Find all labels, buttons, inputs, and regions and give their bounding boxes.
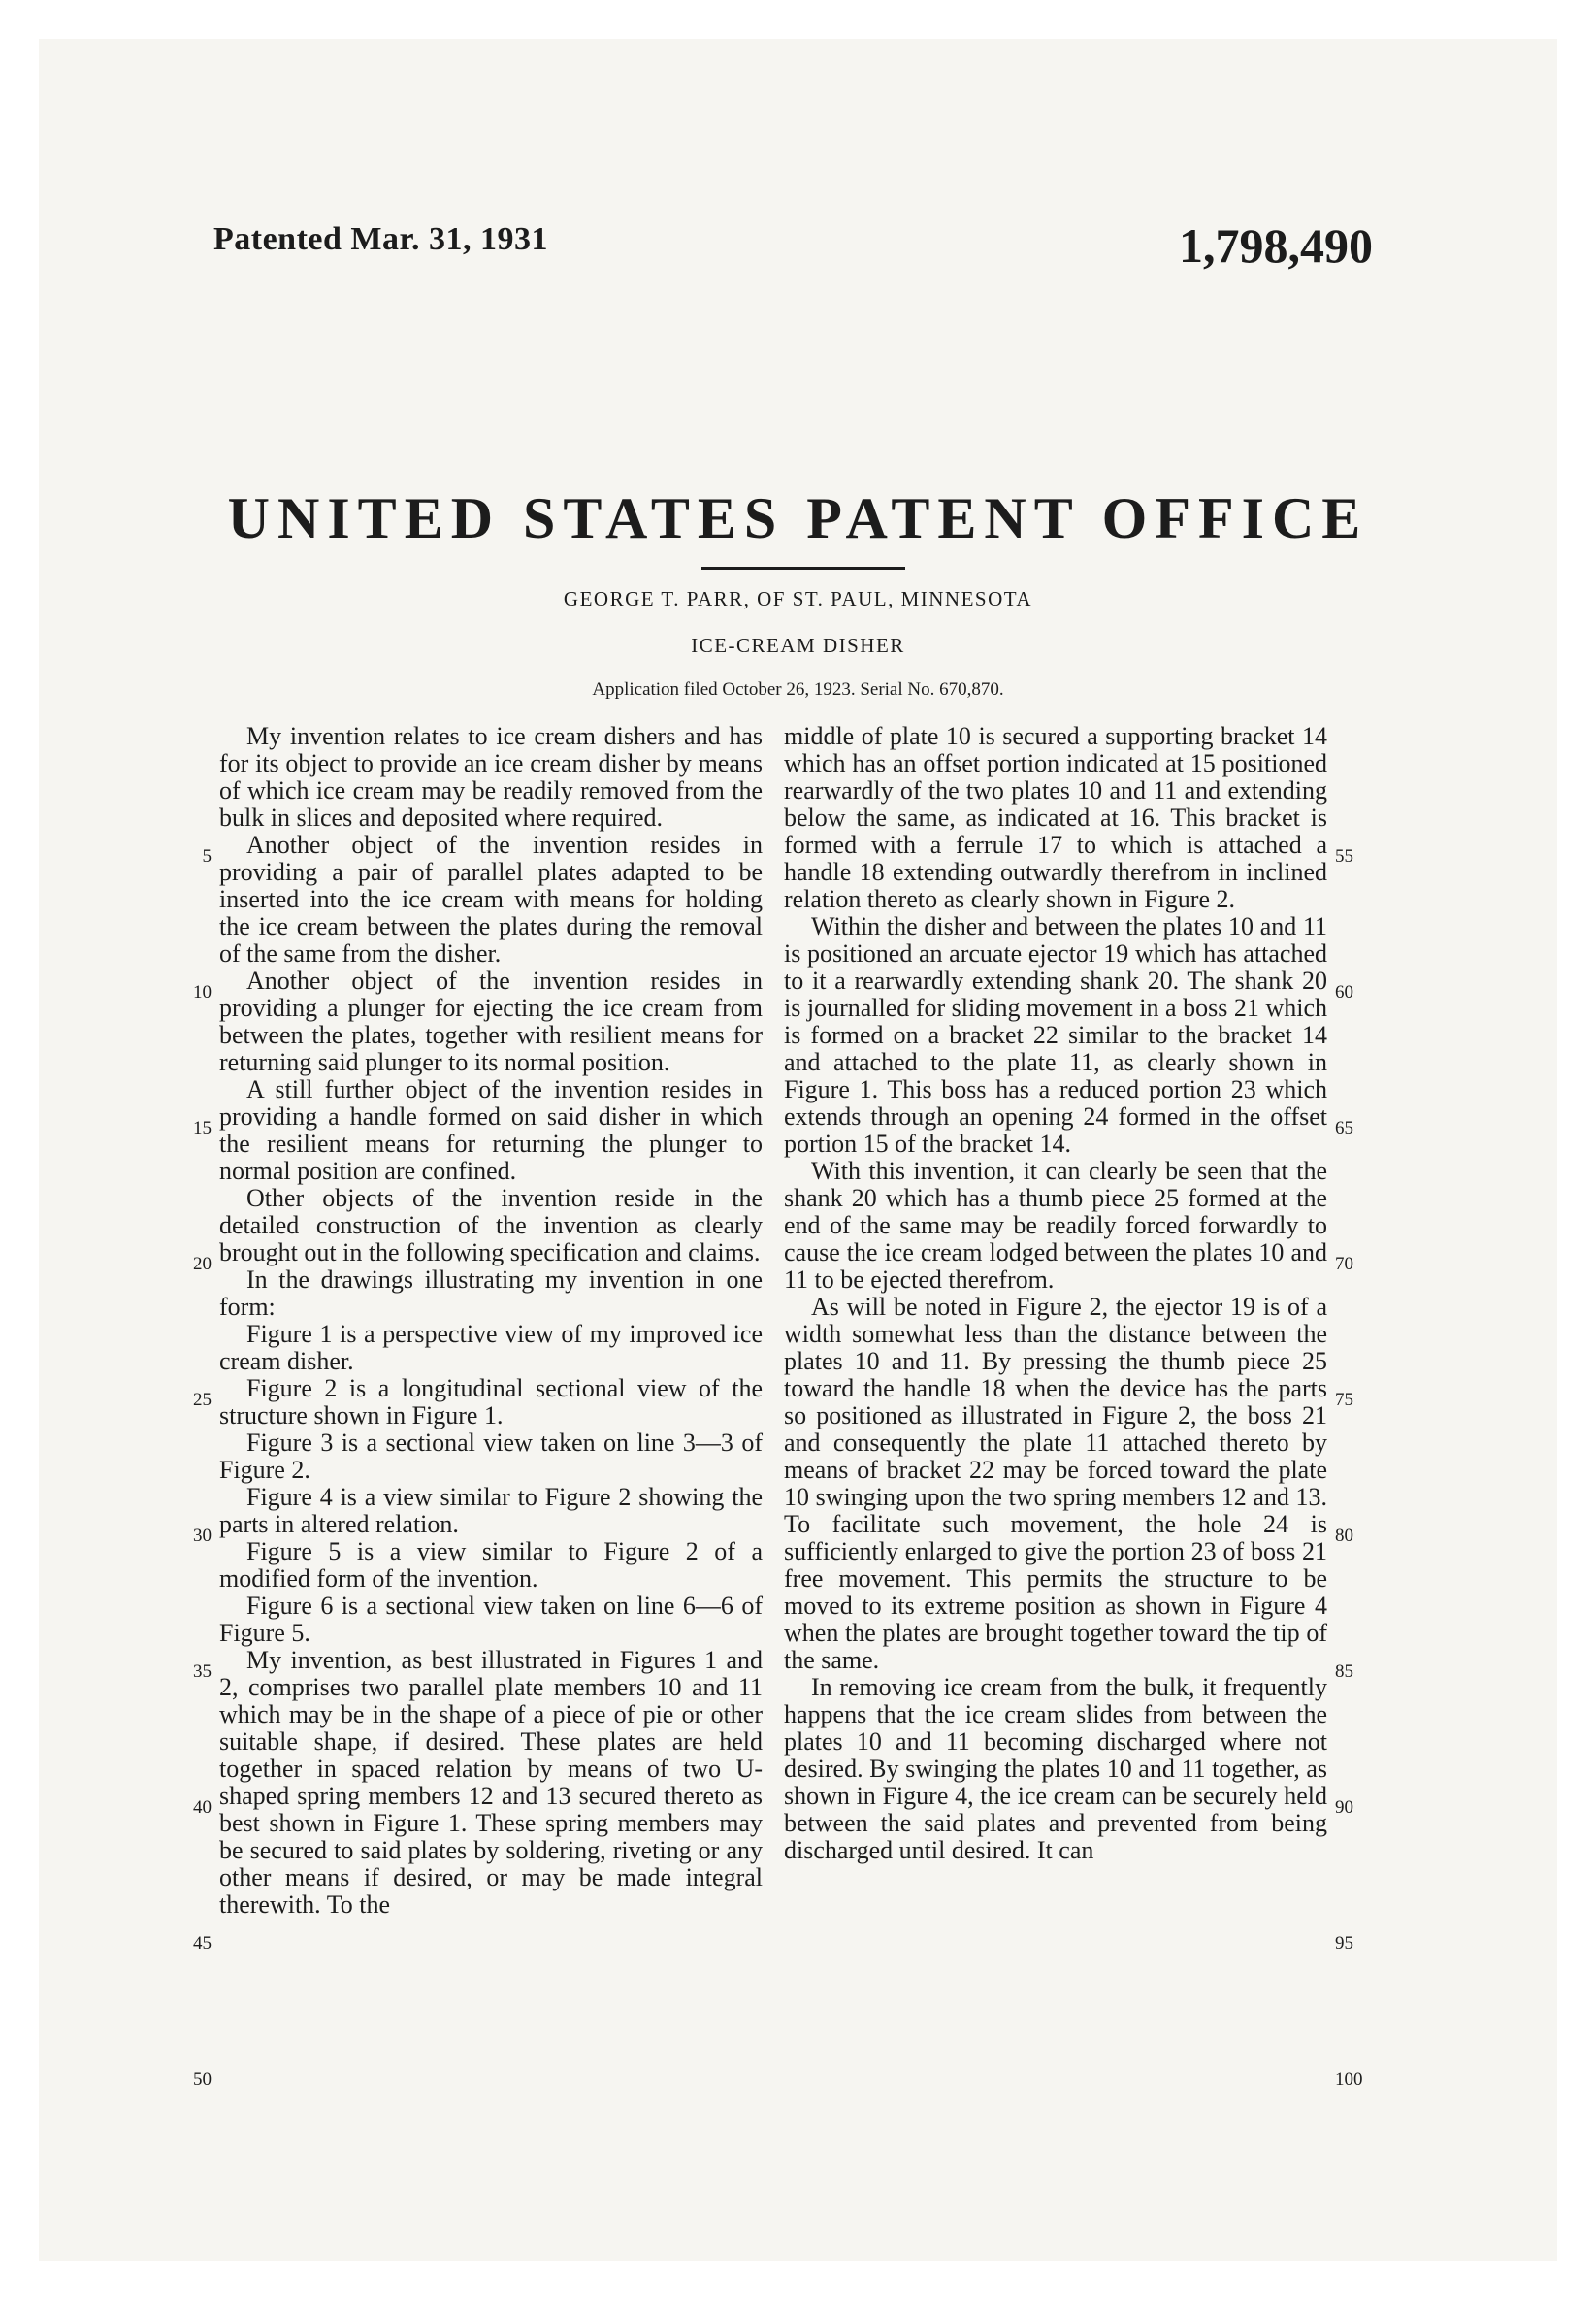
line-number: 90 [1335, 1797, 1353, 1818]
paragraph: Within the disher and between the plates 10 and 11 is positioned an arcuate ejector 19 which has attached to it a rearwardly extending shank 20. The shank 20 is journalled for sliding movement in a boss 21 which is formed on a bracket 22 similar to the bracket 14 and attached to the plate 11, as clearly shown in Figure 1. This boss has a reduced portion 23 which extends through an opening 24 formed in the offset portion 15 of the bracket 14. [784, 912, 1327, 1158]
line-number: 95 [1335, 1933, 1353, 1954]
right-column [784, 723, 1327, 1864]
paragraph: Figure 6 is a sectional view taken on line 6—6 of Figure 5. [219, 1592, 763, 1647]
line-number: 65 [1335, 1118, 1353, 1138]
paragraph: Another object of the invention resides in providing a plunger for ejecting the ice cream from between the plates, together with resilient means for returning said plunger to its normal position. [219, 967, 763, 1076]
paragraph: Figure 5 is a view similar to Figure 2 of a modified form of the invention. [219, 1537, 763, 1593]
line-number: 85 [1335, 1661, 1353, 1682]
line-number: 75 [1335, 1390, 1353, 1410]
line-number: 5 [202, 846, 212, 867]
title-rule [701, 567, 905, 570]
line-number: 30 [193, 1526, 212, 1546]
office-title: UNITED STATES PATENT OFFICE [227, 486, 1369, 550]
paragraph: My invention, as best illustrated in Figures 1 and 2, comprises two parallel plate members 10 and 11 which may be in the shape of a piece of pie or other suitable shape, if desired. These plates are held together in spaced relation by means of two U-shaped spring members 12 and 13 secured thereto as best shown in Figure 1. These spring members may be secured to said plates by soldering, riveting or any other means if desired, or may be made integral therewith. To the [219, 1646, 763, 1919]
paragraph: Figure 3 is a sectional view taken on line 3—3 of Figure 2. [219, 1429, 763, 1484]
paragraph: In removing ice cream from the bulk, it frequently happens that the ice cream slides from between the plates 10 and 11 becoming discharged where not desired. By swinging the plates 10 and 11 together, as shown in Figure 4, the ice cream can be securely held between the said plates and prevented from being discharged until desired. It can [784, 1673, 1327, 1864]
line-number: 50 [193, 2069, 212, 2089]
application-line: Application filed October 26, 1923. Serial No. 670,870. [592, 679, 1004, 700]
line-number: 55 [1335, 846, 1353, 867]
patented-date: Patented Mar. 31, 1931 [213, 221, 548, 257]
paragraph: Another object of the invention resides in providing a pair of parallel plates adapted to be inserted into the ice cream with means for holding the ice cream between the plates during the removal of the same from the disher. [219, 831, 763, 968]
paragraph: Other objects of the invention reside in the detailed construction of the invention as clearly brought out in the following specification and claims. [219, 1184, 763, 1266]
line-number: 15 [193, 1118, 212, 1138]
line-number: 40 [193, 1797, 212, 1818]
paragraph: Figure 4 is a view similar to Figure 2 showing the parts in altered relation. [219, 1483, 763, 1538]
line-number: 25 [193, 1390, 212, 1410]
line-number: 45 [193, 1933, 212, 1954]
line-number: 60 [1335, 982, 1353, 1002]
paragraph: Figure 2 is a longitudinal sectional view of the structure shown in Figure 1. [219, 1374, 763, 1429]
paragraph: A still further object of the invention resides in providing a handle formed on said disher in which the resilient means for returning the plunger to normal position are confined. [219, 1075, 763, 1185]
patent-number: 1,798,490 [1179, 218, 1373, 273]
line-number: 20 [193, 1254, 212, 1274]
paragraph: middle of plate 10 is secured a supporting bracket 14 which has an offset portion indicated at 15 positioned rearwardly of the two plates 10 and 11 and extending below the same, as indicated at 16. This bracket is formed with a ferrule 17 to which is attached a handle 18 extending outwardly therefrom in inclined relation thereto as clearly shown in Figure 2. [784, 722, 1327, 913]
patent-title: ICE-CREAM DISHER [691, 634, 905, 657]
paragraph: With this invention, it can clearly be seen that the shank 20 which has a thumb piece 25 formed at the end of the same may be readily forced forwardly to cause the ice cream lodged between the plates 10 and 11 to be ejected therefrom. [784, 1157, 1327, 1294]
left-column [219, 723, 763, 1919]
paragraph: In the drawings illustrating my invention in one form: [219, 1265, 763, 1321]
line-number: 70 [1335, 1254, 1353, 1274]
inventor-line: GEORGE T. PARR, OF ST. PAUL, MINNESOTA [563, 587, 1033, 610]
paragraph: My invention relates to ice cream dishers and has for its object to provide an ice cream disher by means of which ice cream may be readily removed from the bulk in slices and deposited where required. [219, 722, 763, 832]
line-number: 10 [193, 982, 212, 1002]
line-number: 35 [193, 1661, 212, 1682]
line-number: 80 [1335, 1526, 1353, 1546]
line-number: 100 [1335, 2069, 1363, 2089]
paragraph: As will be noted in Figure 2, the ejector 19 is of a width somewhat less than the distance between the plates 10 and 11. By pressing the thumb piece 25 toward the handle 18 when the device has the parts so positioned as illustrated in Figure 2, the boss 21 and consequently the plate 11 attached thereto by means of bracket 22 may be forced toward the plate 10 swinging upon the two spring members 12 and 13. To facilitate such movement, the hole 24 is sufficiently enlarged to give the portion 23 of boss 21 free movement. This permits the structure to be moved to its extreme position as shown in Figure 4 when the plates are brought together toward the tip of the same. [784, 1293, 1327, 1674]
paragraph: Figure 1 is a perspective view of my improved ice cream disher. [219, 1320, 763, 1375]
